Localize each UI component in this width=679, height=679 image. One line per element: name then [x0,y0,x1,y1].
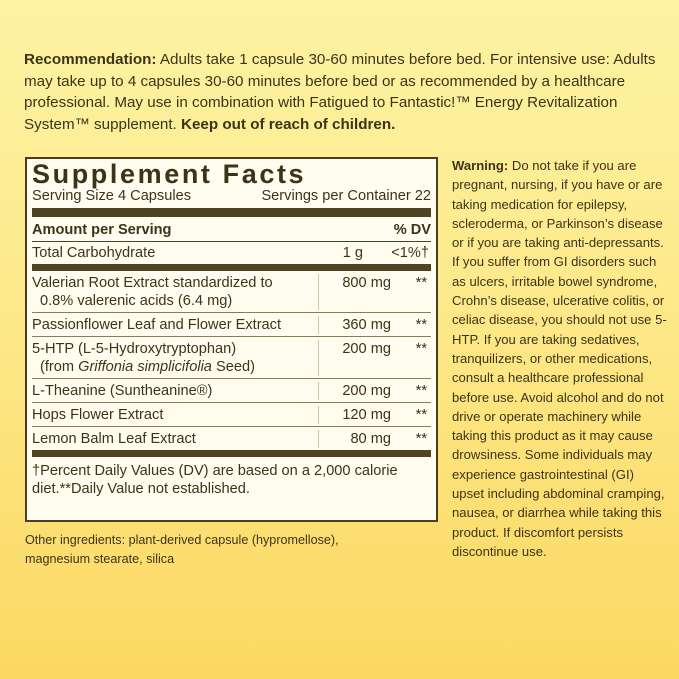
recommendation-label: Recommendation: [24,51,157,68]
ingredient-amount: 360 mg [318,316,397,334]
carb-amount: 1 g [342,245,363,261]
ingredient-amount: 80 mg [318,430,397,448]
ingredient-amount: 200 mg [318,382,397,400]
dv-header: % DV [393,222,431,238]
ingredient-name: 5-HTP (L-5-Hydroxytryptophan) (from Griffonia simplicifolia Seed) [32,341,255,375]
amount-header-row [32,217,431,242]
ingredient-dv: ** [415,275,427,291]
carb-name: Total Carbohydrate [32,245,156,261]
ingredient-row [32,403,431,427]
ingredient-dv: ** [415,407,427,423]
amount-per-serving-label: Amount per Serving [32,222,172,238]
ingredient-row [32,337,431,379]
ingredient-dv: ** [415,341,427,357]
recommendation-paragraph [24,49,664,135]
divider-thick [32,208,431,217]
ingredient-row [32,271,431,313]
recommendation-text: Adults take 1 capsule 30-60 minutes before bed. For intensive use: Adults may take up to 4 capsules 30-60 minutes before bed or as recommended by a healthcare professional. May use in combination with Fatigued to Fantastic!™ Energy Revitalization System™ supplement. [24,51,656,133]
warning-paragraph [452,156,668,561]
ingredient-name: L-Theanine (Suntheanine®) [32,383,213,399]
ingredient-dv: ** [415,431,427,447]
ingredient-row [32,313,431,337]
ingredient-amount: 120 mg [318,406,397,424]
ingredient-dv: ** [415,317,427,333]
warning-text: Do not take if you are pregnant, nursing, if you have or are taking medication for epilepsy, scleroderma, or Parkinson’s disease or if you are taking anti-depressants. If you suffer from GI disorders such as ulcers, irritable bowel syndrome, Crohn’s disease, ulcerative colitis, or celiac disease, you should not use 5-HTP. If you are taking sedatives, tranquilizers, or other medications, consult a healthcare professional before use. Avoid alcohol and do not drive or operate machinery while taking this product as it may cause drowsiness. Some individuals may experience gastrointestinal (GI) upset including abdominal cramping, nausea, or diarrhea while taking this product. If discomfort persists discontinue use. [452,158,667,559]
ingredient-name: Hops Flower Extract [32,407,164,423]
ingredient-amount: 800 mg [318,274,397,310]
warning-label: Warning: [452,158,509,173]
ingredient-name: Lemon Balm Leaf Extract [32,431,196,447]
supplement-facts-panel [25,157,438,522]
ingredient-name: Passionflower Leaf and Flower Extract [32,317,282,333]
divider-medium [32,264,431,271]
keep-out-of-reach-text: Keep out of reach of children. [181,115,396,133]
servings-per-container: Servings per Container 22 [261,188,431,204]
ingredient-amount: 200 mg [318,340,397,376]
ingredient-dv: ** [415,383,427,399]
ingredient-row [32,379,431,403]
serving-size: Serving Size 4 Capsules [32,188,191,204]
ingredient-row [32,427,431,450]
divider-medium [32,450,431,457]
ingredient-name: Valerian Root Extract standardized to 0.8% valerenic acids (6.4 mg) [32,275,273,309]
daily-value-footnote: †Percent Daily Values (DV) are based on a 2,000 calorie diet.**Daily Value not established. [32,463,398,497]
supplement-facts-title: Supplement Facts [32,159,307,189]
carb-dv: <1%† [391,245,429,261]
other-ingredients: Other ingredients: plant-derived capsule (hypromellose), magnesium stearate, silica [25,533,339,566]
carbohydrate-row [32,242,431,264]
